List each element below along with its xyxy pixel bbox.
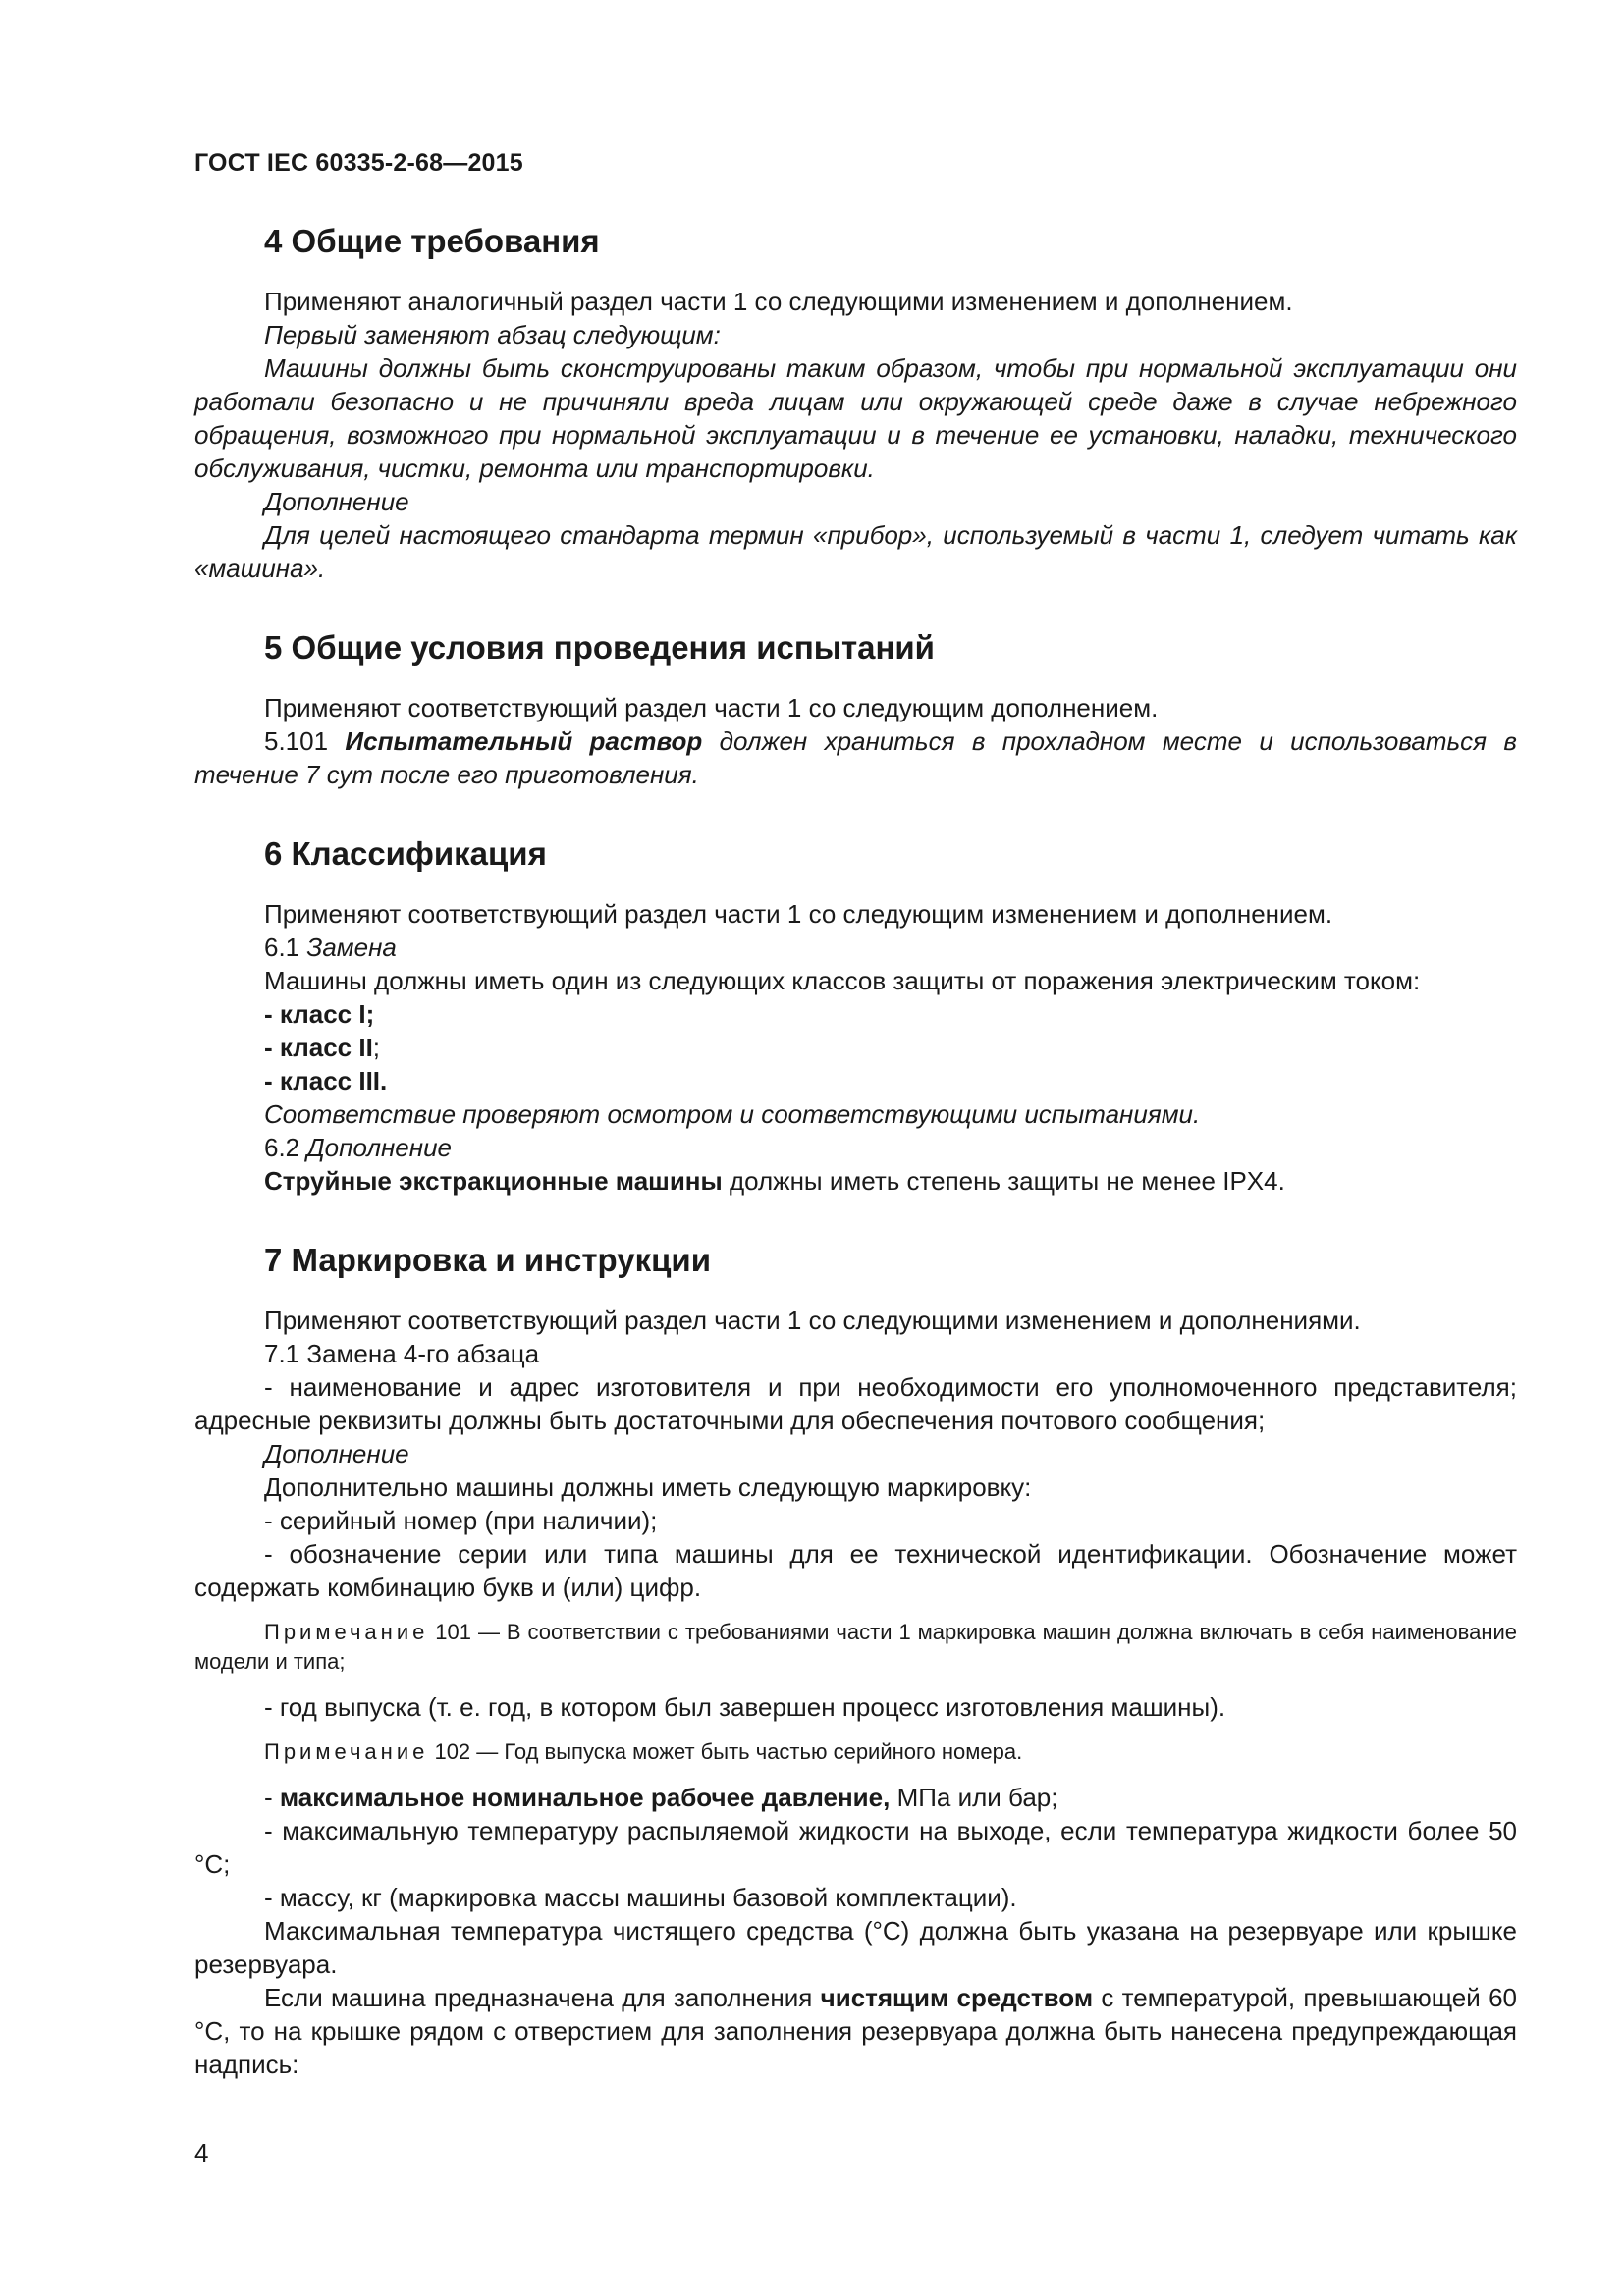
section-7-paragraph: Дополнительно машины должны иметь следующую маркировку: <box>264 1472 1032 1502</box>
clause-number: 6.2 <box>264 1133 307 1162</box>
class-list-item: - класс III. <box>264 1066 388 1095</box>
term-jet-extraction-machines: Струйные экстракционные машины <box>264 1166 723 1196</box>
page-content <box>194 209 1517 2081</box>
section-6-title: 6 Классификация <box>264 835 547 872</box>
document-code-header: ГОСТ IEC 60335-2-68—2015 <box>194 149 523 177</box>
section-7-paragraph: Применяют соответствующий раздел части 1 со следующими изменением и дополнениями. <box>264 1306 1361 1335</box>
section-7-paragraph: - максимальное номинальное рабочее давление, МПа или бар; <box>264 1783 1058 1812</box>
note-label: Примечание <box>264 1739 429 1764</box>
section-6-paragraph: Применяют соответствующий раздел части 1 со следующим изменением и дополнением. <box>264 899 1333 929</box>
term-cleaning-agent: чистящим средством <box>820 1983 1094 2012</box>
section-6-paragraph: Машины должны иметь один из следующих классов защиты от поражения электрическим током: <box>264 966 1421 995</box>
section-4-paragraph: Первый заменяют абзац следующим: <box>264 320 721 349</box>
section-7-title: 7 Маркировка и инструкции <box>264 1242 712 1278</box>
section-6-paragraph: Струйные экстракционные машины должны иметь степень защиты не менее IPX4. <box>264 1166 1285 1196</box>
clause-word: Дополнение <box>306 1133 452 1162</box>
section-4-paragraph: Машины должны быть сконструированы таким образом, чтобы при нормальной эксплуатации они работали безопасно и не причиняли вреда лицам или окружающей среде даже в случае небрежного обращения, возможного при нормальной эксплуатации и в течение ее установки, наладки, технического обслуживания, чистки, ремонта или транспортировки. <box>194 353 1517 483</box>
clause-word: Замена <box>306 933 397 962</box>
note-102: Примечание 102 — Год выпуска может быть частью серийного номера. <box>264 1739 1023 1764</box>
section-6-paragraph: Соответствие проверяют осмотром и соответствующими испытаниями. <box>264 1099 1201 1129</box>
section-4-paragraph: Применяют аналогичный раздел части 1 со следующими изменением и дополнением. <box>264 287 1293 316</box>
clause-number: 6.1 <box>264 933 307 962</box>
section-7-paragraph: - серийный номер (при наличии); <box>264 1506 658 1535</box>
section-4-paragraph: Для целей настоящего стандарта термин «прибор», используемый в части 1, следует читать как «машина». <box>194 520 1517 583</box>
note-101: Примечание 101 — В соответствии с требованиями части 1 маркировка машин должна включать в себя наименование модели и типа; <box>194 1620 1517 1674</box>
section-7-paragraph: Дополнение <box>264 1439 409 1468</box>
section-5-paragraph: Применяют соответствующий раздел части 1 со следующим дополнением. <box>264 693 1159 722</box>
note-label: Примечание <box>264 1620 429 1644</box>
clause-number: 5.101 <box>264 726 346 756</box>
section-7-paragraph: 7.1 Замена 4-го абзаца <box>264 1339 540 1368</box>
section-7-paragraph: Максимальная температура чистящего средства (°С) должна быть указана на резервуаре или крышке резервуара. <box>194 1916 1517 1979</box>
clause-text: должен храниться в прохладном месте и использоваться в течение 7 сут после его приготовления. <box>194 726 1517 789</box>
class-list-item: - класс II; <box>264 1033 381 1062</box>
section-4-title: 4 Общие требования <box>264 223 600 259</box>
section-7-paragraph: - максимальную температуру распыляемой жидкости на выходе, если температура жидкости более 50 °С; <box>194 1816 1517 1879</box>
section-5-paragraph <box>194 724 1517 791</box>
page-number: 4 <box>194 2138 209 2167</box>
section-6-paragraph <box>194 1131 1517 1164</box>
section-7-paragraph: - обозначение серии или типа машины для ее технической идентификации. Обозначение может содержать комбинацию букв и (или) цифр. <box>194 1539 1517 1602</box>
term-max-pressure: максимальное номинальное рабочее давление, <box>279 1783 891 1812</box>
section-6-paragraph <box>194 931 1517 964</box>
section-7-paragraph: - массу, кг (маркировка массы машины базовой комплектации). <box>264 1883 1017 1912</box>
term-test-solution: Испытательный раствор <box>345 726 703 756</box>
section-7-paragraph: - год выпуска (т. е. год, в котором был завершен процесс изготовления машины). <box>264 1692 1226 1722</box>
section-5-title: 5 Общие условия проведения испытаний <box>264 629 935 666</box>
section-4-paragraph: Дополнение <box>264 487 409 516</box>
section-7-paragraph: - наименование и адрес изготовителя и при необходимости его уполномоченного представителя; адресные реквизиты должны быть достаточными для обеспечения почтового сообщения; <box>194 1372 1517 1435</box>
class-list-item: - класс I; <box>264 999 375 1029</box>
section-7-paragraph: Если машина предназначена для заполнения чистящим средством с температурой, превышающей 60 °С, то на крышке рядом с отверстием для заполнения резервуара должна быть нанесена предупреждающая надпись: <box>194 1983 1518 2079</box>
